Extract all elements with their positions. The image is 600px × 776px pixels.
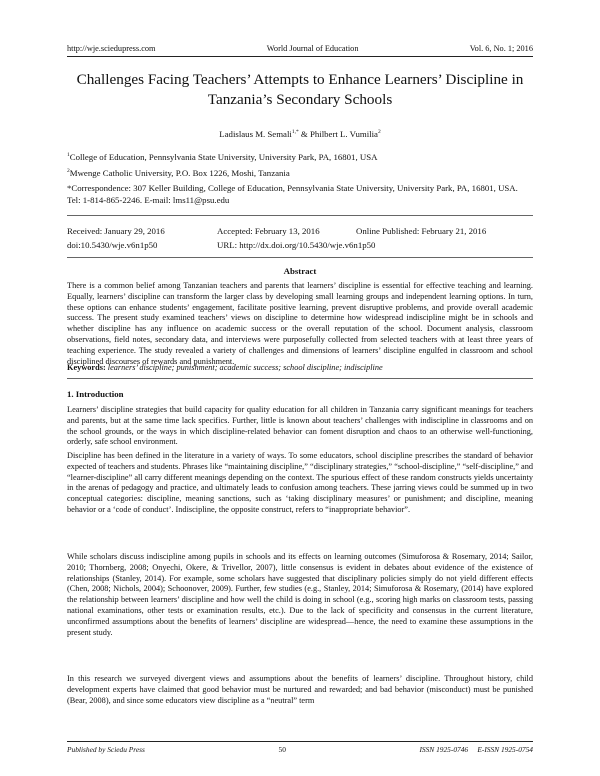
front-matter-rule	[67, 215, 533, 216]
accepted-date: Accepted: February 13, 2016	[217, 226, 320, 236]
affiliation-1	[67, 150, 533, 163]
intro-paragraph-3: While scholars discuss indiscipline among pupils in schools and its effects on learning outcomes (Simuforosa & Rosemary, 2014; Sailor, 2010; Thornberg, 2008; Onyechi, Okere, & Trivellor, 2007), little consensus is evident in debates about evidence of the existence of relationships (Stanley, 2014). For example, some scholars have suggested that disciplinary policies simply do not yield different effects (Chen, 2008; Nichols, 2004); Schoonover, 2009). Further, few studies (e.g., Stanley, 2014; Simuforosa & Rosemary, (2014) have explored the relationship between learners’ discipline and how well the child is doing in school (e.g., scoring high marks on classroom tests, passing national examinations, other tests or examination results, etc.). Due to the lack of specificity and consensus in the current literature, unconfirmed assumptions about the benefits of learners’ discipline are widespread—hence, the need to examine these assumptions in the present study.	[67, 552, 533, 637]
abstract-rule	[67, 378, 533, 379]
keywords-label: Keywords:	[67, 363, 106, 372]
affiliation-2-sup: 2	[67, 168, 70, 174]
affiliation-2-text: Mwenge Catholic University, P.O. Box 1226, Moshi, Tanzania	[69, 167, 290, 178]
received-date: Received: January 29, 2016	[67, 226, 165, 236]
author-1: Ladislaus M. Semali	[219, 129, 292, 139]
issn: ISSN 1925-0746 E-ISSN 1925-0754	[419, 745, 533, 754]
affiliation-2	[67, 166, 533, 179]
volume-info: Vol. 6, No. 1; 2016	[469, 44, 533, 53]
header-rule	[67, 56, 533, 57]
author-line	[0, 129, 600, 139]
author-2-sup: 2	[377, 129, 381, 136]
keywords-list: learners’ discipline; punishment; academic success; school discipline; indiscipline	[107, 363, 383, 372]
doi[interactable]: doi:10.5430/wje.v6n1p50	[67, 240, 158, 250]
page-number: 50	[278, 745, 286, 754]
intro-paragraph-4: In this research we surveyed divergent views and assumptions about the benefits of learners’ discipline. Throughout history, child development experts have claimed that good behavior must be nurtured and rewarded; and bad behavior (misconduct) must be punished (Bear, 2008), and since some educators view discipline as a “neutral” term	[67, 674, 533, 705]
dates-rule	[67, 257, 533, 258]
published-date: Online Published: February 21, 2016	[356, 226, 487, 236]
intro-paragraph-1: Learners’ discipline strategies that build capacity for quality education for all children in Tanzania carry significant meanings for teachers and parents, but at the same time lack specifics. Further, little is known about teachers’ challenges with indiscipline in classrooms and on the school grounds, or the ways in which discipline-related behavior can foment disruption and chaos to an otherwise well-functioning, orderly, safe school environment.	[67, 405, 533, 447]
publisher: Published by Sciedu Press	[67, 745, 145, 754]
article-url[interactable]: URL: http://dx.doi.org/10.5430/wje.v6n1p50	[217, 240, 376, 250]
paper-title: Challenges Facing Teachers’ Attempts to Enhance Learners’ Discipline in Tanzania’s Secondary Schools	[76, 71, 524, 108]
affiliation-1-sup: 1	[67, 152, 70, 158]
running-footer	[67, 745, 533, 754]
affiliation-1-text: College of Education, Pennsylvania State University, University Park, PA, 16801, USA	[69, 151, 378, 162]
footer-rule	[67, 741, 533, 742]
author-2: Philbert L. Vumilia	[309, 129, 378, 139]
abstract-heading: Abstract	[283, 266, 317, 276]
journal-name: World Journal of Education	[266, 44, 359, 53]
intro-paragraph-2: Discipline has been defined in the literature in a variety of ways. To some educators, school discipline prescribes the standard of behavior expected of teachers and students. Phrases like “maintaining discipline,” “disciplinary strategies,” “school-discipline,” “self-discipline,” and “learner-discipline” all carry different meanings depending on the context. The spurious effect of these random constructs yields uncertainty in the arenas of pedagogy and practice, and ultimately leads to confusion among teachers. These jarring views could be summed up in two conceptual categories: discipline, meaning sanctions, such as ‘taking disciplinary measures’ or punishment; and discipline, meaning behavior or a ‘code of conduct’. Indiscipline, the opposite construct, refers to “inappropriate behavior”.	[67, 451, 533, 514]
keywords	[67, 363, 533, 374]
section-heading-introduction: 1. Introduction	[67, 389, 124, 399]
correspondence: *Correspondence: 307 Keller Building, College of Education, Pennsylvania State University, University Park, PA, 16801, USA. Tel: 1-814-865-2246. E-mail: lms11@psu.edu	[67, 183, 518, 205]
author-separator: &	[298, 129, 310, 139]
author-1-sup: 1,*	[291, 129, 299, 136]
journal-url[interactable]: http://wje.sciedupress.com	[67, 44, 156, 53]
abstract-text: There is a common belief among Tanzanian teachers and parents that learners’ discipline is essential for effective teaching and learning. Equally, learners’ discipline can transform the larger class by developing small learning groups and independent learning options. In turn, these options can enhance students’ engagement, facilitate positive learning, prevent disruptive problems, and provide overall academic success. The present study examined teachers’ views on discipline to determine how widespread indiscipline might be in schools and whether discipline has any influence on academic success or the overall reputation of the school. Document analysis, classroom observations, field notes, secondary data, and interviews were purposefully collected from selected teachers with at least three years of teaching experience. The study revealed a variety of challenges and dimensions of learners’ discipline engulfed in classroom and school disciplined discourses of rewards and punishment.	[67, 281, 533, 366]
